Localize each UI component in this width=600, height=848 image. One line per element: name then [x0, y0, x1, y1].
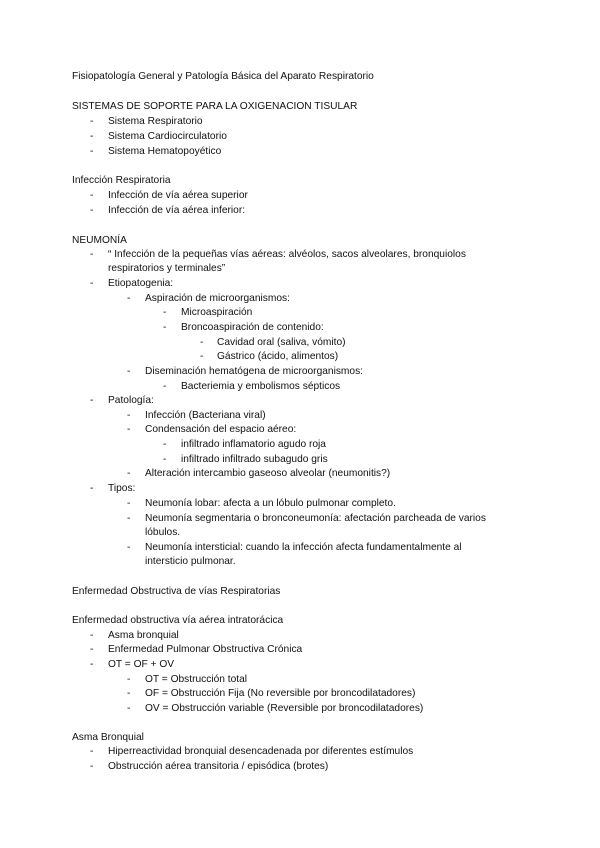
list-item: - infiltrado inflamatorio agudo roja: [163, 439, 326, 450]
list-item: - Neumonía lobar: afecta a un lóbulo pulmonar completo.: [127, 498, 396, 509]
list-item: - Broncoaspiración de contenido:: [163, 322, 324, 333]
list-item: - Infección de vía aérea superior: [90, 190, 248, 201]
list-item: - Bacteriemia y embolismos sépticos: [163, 381, 341, 392]
section-heading-sistemas: SISTEMAS DE SOPORTE PARA LA OXIGENACION TISULAR: [72, 101, 358, 112]
list-item: - Enfermedad Pulmonar Obstructiva Crónica: [90, 644, 303, 655]
list-item: - Cavidad oral (saliva, vómito): [200, 337, 346, 348]
list-item: - OV = Obstrucción variable (Reversible por broncodilatadores): [127, 703, 424, 714]
list-item: - Diseminación hematógena de microorganismos:: [127, 366, 364, 377]
list-item: - Condensación del espacio aéreo:: [127, 424, 297, 435]
section-heading-asma: Asma Bronquial: [72, 732, 144, 743]
list-item: - Aspiración de microorganismos:: [127, 293, 290, 304]
list-item: - Patología:: [90, 395, 154, 406]
list-item: - OT = Obstrucción total: [127, 674, 248, 685]
list-item: - Infección de vía aérea inferior:: [90, 205, 246, 216]
list-item: - “ Infección de la pequeñas vías aéreas: alvéolos, sacos alveolares, bronquiolos: [90, 249, 466, 260]
subsection-heading-intratoracica: Enfermedad obstructiva vía aérea intratorácica: [72, 615, 284, 626]
list-item-continuation: lóbulos.: [145, 527, 181, 538]
list-item: - Tipos:: [90, 483, 136, 494]
list-item: - Gástrico (ácido, alimentos): [200, 351, 339, 362]
list-item: - Alteración intercambio gaseoso alveolar (neumonitis?): [127, 468, 391, 479]
list-item: - OT = OF + OV: [90, 659, 175, 670]
section-heading-obstructiva: Enfermedad Obstructiva de vías Respiratorias: [72, 586, 281, 597]
list-item: - OF = Obstrucción Fija (No reversible por broncodilatadores): [127, 688, 416, 699]
list-item: - Etiopatogenia:: [90, 278, 174, 289]
list-item: - infiltrado infiltrado subagudo gris: [163, 454, 328, 465]
list-item-continuation: intersticio pulmonar.: [145, 556, 236, 567]
list-item: - Sistema Cardiocirculatorio: [90, 131, 227, 142]
list-item: - Neumonía segmentaria o bronconeumonía: afectación parcheada de varios: [127, 513, 486, 524]
list-item: - Obstrucción aérea transitoria / episódica (brotes): [90, 761, 329, 772]
list-item: - Microaspiración: [163, 307, 253, 318]
list-item: - Neumonía intersticial: cuando la infección afecta fundamentalmente al: [127, 542, 462, 553]
list-item: - Hiperreactividad bronquial desencadenada por diferentes estímulos: [90, 746, 414, 757]
list-item: - Sistema Respiratorio: [90, 116, 203, 127]
document-title: Fisiopatología General y Patología Básica del Aparato Respiratorio: [72, 71, 374, 82]
list-item: - Infección (Bacteriana viral): [127, 410, 266, 421]
section-heading-neumonia: NEUMONÍA: [72, 235, 127, 246]
list-item: - Sistema Hematopoyético: [90, 146, 222, 157]
section-heading-infeccion: Infección Respiratoria: [72, 175, 171, 186]
list-item-continuation: respiratorios y terminales”: [108, 263, 226, 274]
list-item: - Asma bronquial: [90, 630, 179, 641]
